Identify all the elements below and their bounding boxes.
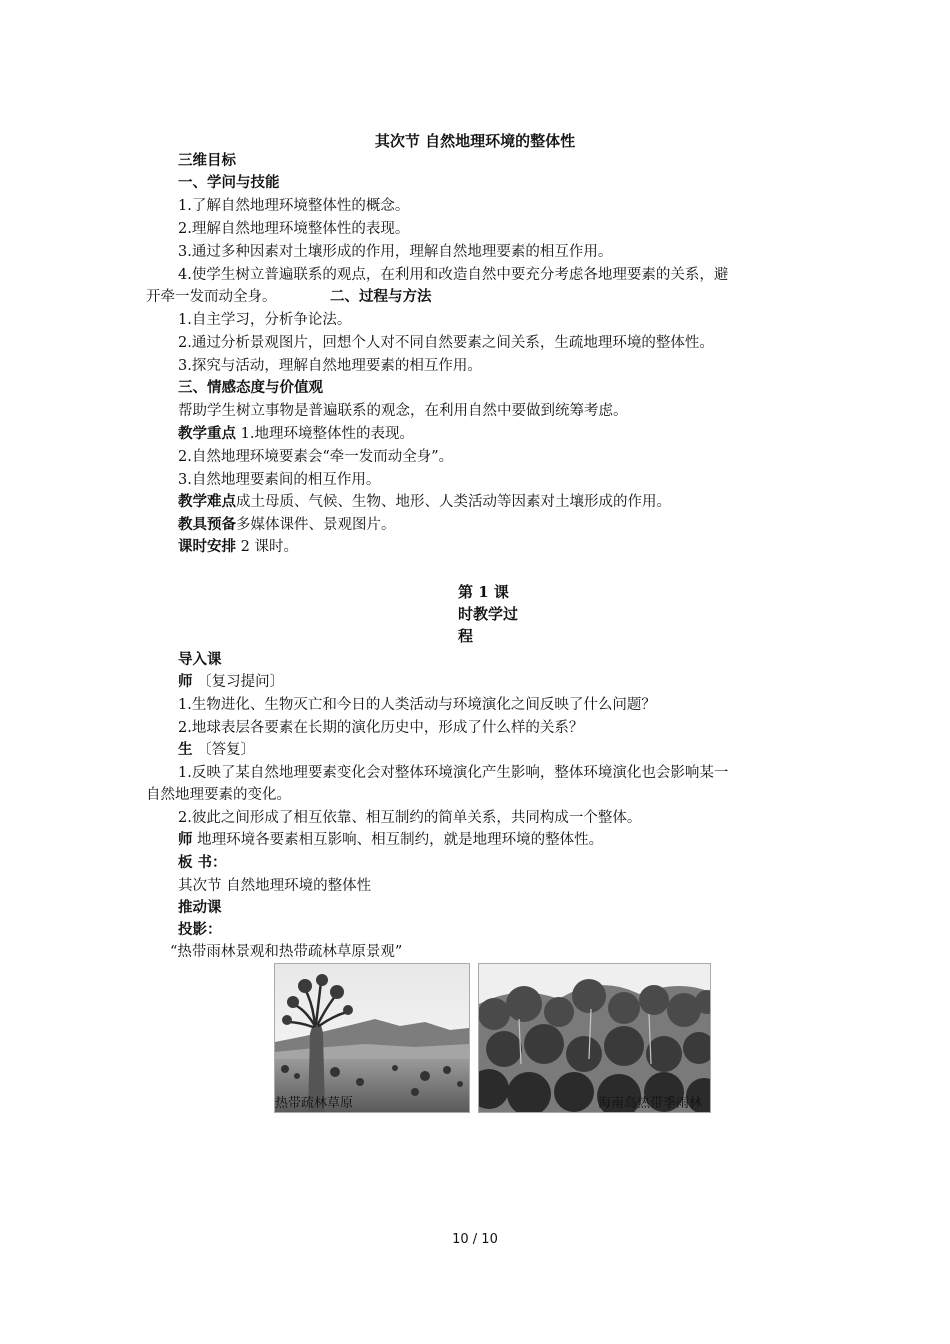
attitude-heading: 三、情感态度与价值观 [178,379,323,396]
process-item-1: 1.自主学习，分析争论法。 [178,312,352,328]
key-point-3: 3.自然地理要素间的相互作用。 [178,472,381,488]
board-label: 板 书： [178,854,227,871]
monsoon-forest-photo [478,963,711,1113]
process-item-2: 2.通过分析景观图片，回想个人对不同自然要素之间关系，生疏地理环境的整体性。 [178,335,714,351]
knowledge-heading: 一、学问与技能 [178,174,280,191]
process-item-3: 3.探究与活动，理解自然地理要素的相互作用。 [178,358,482,374]
savanna-image [275,964,469,1112]
question-1: 1.生物进化、生物灭亡和今日的人类活动与环境演化之间反映了什么问题？ [178,697,656,713]
savanna-caption: 热带疏林草原 [275,1096,354,1111]
key-points-line [178,424,414,444]
monsoon-forest-caption: 海南岛热带季雨林 [597,1096,702,1111]
question-2: 2.地球表层各要素在长期的演化历史中，形成了什么样的关系？ [178,720,584,736]
schedule-line [178,537,298,557]
answer-2: 2.彼此之间形成了相互依靠、相互制约的简单关系，共同构成一个整体。 [178,810,642,826]
page-number: 10 / 10 [452,1232,498,1247]
key-points-label: 教学重点 [178,425,236,442]
student-line [178,740,255,760]
savanna-photo [274,963,470,1113]
knowledge-item-4b: 开牵一发而动全身。 [146,289,277,305]
schedule-text: 2 课时。 [236,539,298,555]
key-point-1: 1.地理环境整体性的表现。 [236,426,414,442]
lesson-title-line-1: 第 1 课 [458,583,509,601]
teacher2-line [178,830,603,850]
advance-heading: 推动课 [178,899,222,916]
difficulty-line [178,492,671,512]
tools-text: 多媒体课件、景观图片。 [236,517,396,533]
knowledge-item-1: 1.了解自然地理环境整体性的概念。 [178,198,410,214]
teacher-note: 〔复习提问〕 [192,674,285,690]
schedule-label: 课时安排 [178,538,236,555]
tools-line [178,515,396,535]
projection-text: “热带雨林景观和热带疏林草原景观” [170,944,403,960]
projection-label: 投影： [178,921,222,938]
difficulty-label: 教学难点 [178,493,236,510]
teacher2-text: 地理环境各要素相互影响、相互制约，就是地理环境的整体性。 [192,832,604,848]
process-heading: 二、过程与方法 [330,288,432,305]
lesson-title-line-2: 时教学过 [458,605,519,623]
student-note: 〔答复〕 [192,742,256,758]
key-point-2: 2.自然地理环境要素会“牵一发而动全身”。 [178,449,454,465]
knowledge-item-2: 2.理解自然地理环境整体性的表现。 [178,221,410,237]
attitude-item-1: 帮助学生树立事物是普遍联系的观念，在利用自然中要做到统筹考虑。 [178,403,628,419]
teacher-label: 师 [178,673,193,690]
lesson-title [458,581,518,647]
knowledge-item-3: 3.通过多种因素对土壤形成的作用，理解自然地理要素的相互作用。 [178,244,613,260]
answer-1a: 1.反映了某自然地理要素变化会对整体环境演化产生影响，整体环境演化也会影响某一 [178,765,729,781]
student-label: 生 [178,741,193,758]
teacher-line [178,672,284,692]
board-text: 其次节 自然地理环境的整体性 [178,878,372,894]
monsoon-forest-image [479,964,710,1112]
difficulty-text: 成土母质、气候、生物、地形、人类活动等因素对土壤形成的作用。 [236,494,671,510]
tools-label: 教具预备 [178,516,236,533]
answer-1b: 自然地理要素的变化。 [146,787,291,803]
intro-heading: 导入课 [178,651,222,668]
teacher2-label: 师 [178,831,193,848]
lesson-title-line-3: 程 [458,627,474,645]
knowledge-item-4a: 4.使学生树立普遍联系的观点，在利用和改造自然中要充分考虑各地理要素的关系，避 [178,267,729,283]
objectives-heading: 三维目标 [178,152,236,169]
page-title: 其次节 自然地理环境的整体性 [374,132,576,150]
